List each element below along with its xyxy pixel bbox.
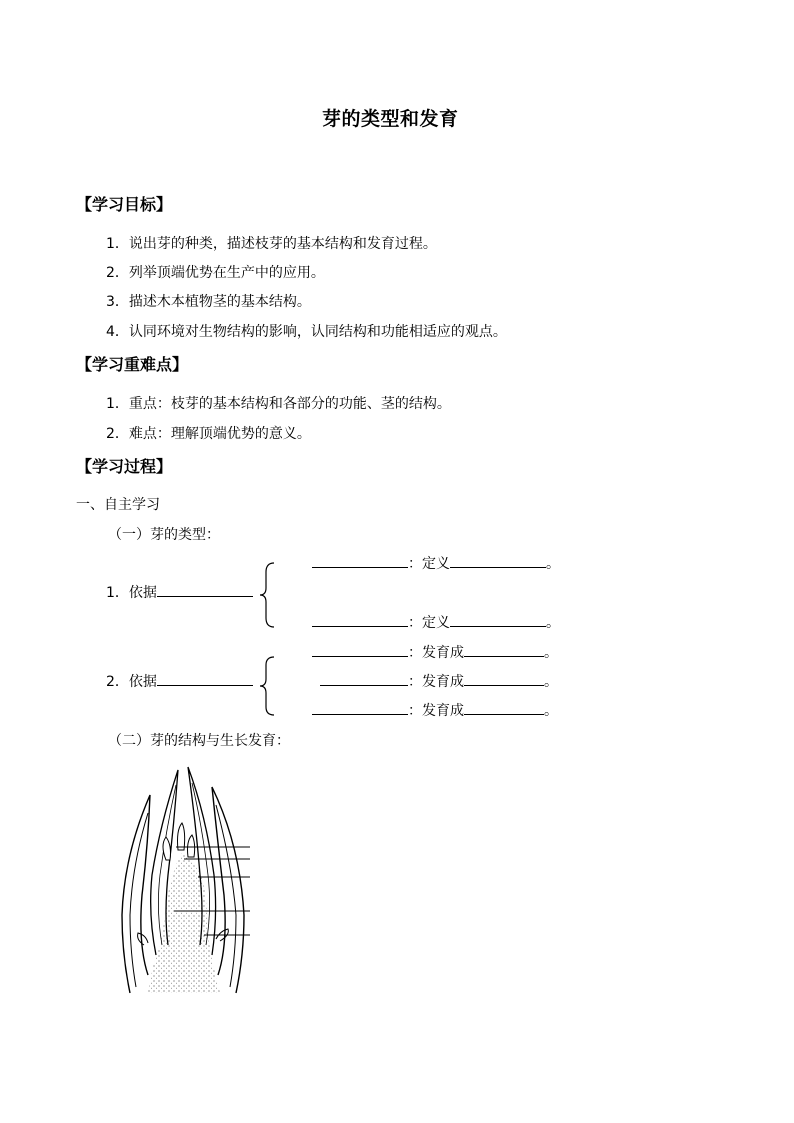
section-heading-process: 【学习过程】 bbox=[76, 457, 173, 476]
question-2-label: 2．依据 bbox=[106, 674, 157, 690]
q1-branch-2: ：定义 。 bbox=[312, 612, 560, 632]
key-point-item-1: 1．重点：枝芽的基本结构和各部分的功能、茎的结构。 bbox=[106, 396, 451, 412]
question-1-label: 1．依据 bbox=[106, 585, 157, 601]
answer-blank[interactable] bbox=[464, 700, 544, 715]
question-2 bbox=[106, 671, 253, 691]
answer-blank[interactable] bbox=[450, 612, 546, 627]
answer-blank[interactable] bbox=[312, 612, 408, 627]
answer-blank[interactable] bbox=[157, 582, 253, 597]
answer-blank[interactable] bbox=[312, 700, 408, 715]
section-heading-goals: 【学习目标】 bbox=[76, 195, 173, 214]
answer-blank[interactable] bbox=[157, 671, 253, 686]
goal-item-2: 2．列举顶端优势在生产中的应用。 bbox=[106, 265, 325, 281]
brace-icon bbox=[258, 562, 278, 628]
q2-branch-2: ：发育成 。 bbox=[320, 671, 558, 691]
answer-blank[interactable] bbox=[312, 553, 408, 568]
answer-blank[interactable] bbox=[464, 642, 544, 657]
answer-blank[interactable] bbox=[320, 671, 408, 686]
answer-blank[interactable] bbox=[464, 671, 544, 686]
goal-item-4: 4．认同环境对生物结构的影响，认同结构和功能相适应的观点。 bbox=[106, 324, 507, 340]
goal-item-1: 1．说出芽的种类，描述枝芽的基本结构和发育过程。 bbox=[106, 236, 437, 252]
brace-icon bbox=[258, 656, 278, 716]
part-self-study: 一、自主学习 bbox=[76, 497, 160, 513]
answer-blank[interactable] bbox=[450, 553, 546, 568]
subsection-bud-types: （一）芽的类型： bbox=[108, 527, 220, 543]
bud-structure-diagram bbox=[108, 765, 268, 995]
q1-branch-1: ：定义 。 bbox=[312, 553, 560, 573]
goal-item-3: 3．描述木本植物茎的基本结构。 bbox=[106, 294, 311, 310]
section-heading-key-points: 【学习重难点】 bbox=[76, 355, 189, 374]
question-1 bbox=[106, 582, 253, 602]
answer-blank[interactable] bbox=[312, 642, 408, 657]
page-title: 芽的类型和发育 bbox=[322, 108, 459, 130]
subsection-bud-structure: （二）芽的结构与生长发育： bbox=[108, 733, 290, 749]
q2-branch-1: ：发育成 。 bbox=[312, 642, 558, 662]
key-point-item-2: 2．难点：理解顶端优势的意义。 bbox=[106, 426, 311, 442]
q2-branch-3: ：发育成 。 bbox=[312, 700, 558, 720]
